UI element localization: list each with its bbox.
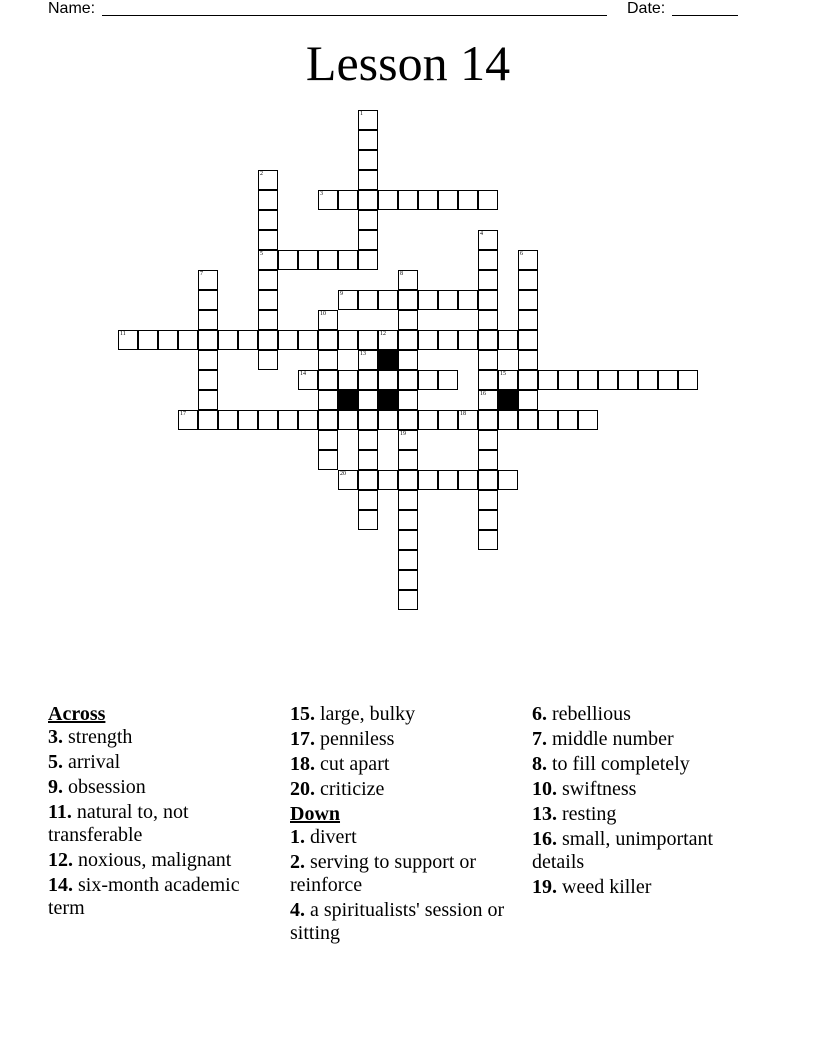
crossword-cell[interactable] <box>518 270 538 290</box>
crossword-cell[interactable] <box>338 370 358 390</box>
crossword-cell[interactable] <box>358 110 378 130</box>
crossword-cell[interactable] <box>438 290 458 310</box>
crossword-cell[interactable] <box>518 390 538 410</box>
crossword-cell[interactable] <box>478 350 498 370</box>
crossword-cell[interactable] <box>318 330 338 350</box>
crossword-cell[interactable] <box>498 470 518 490</box>
crossword-cell[interactable] <box>198 370 218 390</box>
crossword-cell[interactable] <box>398 490 418 510</box>
crossword-cell[interactable] <box>518 290 538 310</box>
crossword-cell[interactable] <box>438 370 458 390</box>
crossword-cell[interactable] <box>258 290 278 310</box>
crossword-cell[interactable] <box>398 390 418 410</box>
black-square <box>378 350 398 370</box>
crossword-cell[interactable] <box>298 410 318 430</box>
crossword-cell[interactable] <box>398 530 418 550</box>
crossword-cell[interactable] <box>438 330 458 350</box>
crossword-cell[interactable] <box>198 390 218 410</box>
crossword-cell[interactable] <box>298 370 318 390</box>
crossword-cell[interactable] <box>158 330 178 350</box>
crossword-cell[interactable] <box>518 330 538 350</box>
crossword-cell[interactable] <box>278 250 298 270</box>
crossword-cell[interactable] <box>378 410 398 430</box>
crossword-cell[interactable] <box>478 190 498 210</box>
crossword-cell[interactable] <box>218 330 238 350</box>
crossword-cell[interactable] <box>298 250 318 270</box>
crossword-cell[interactable] <box>198 290 218 310</box>
crossword-cell[interactable] <box>258 310 278 330</box>
crossword-cell[interactable] <box>438 470 458 490</box>
crossword-cell[interactable] <box>478 370 498 390</box>
crossword-cell[interactable] <box>438 190 458 210</box>
clue-number: 13 <box>360 351 366 357</box>
crossword-cell[interactable] <box>358 410 378 430</box>
clue-across-9: 9. obsession <box>48 776 146 798</box>
crossword-cell[interactable] <box>498 370 518 390</box>
crossword-cell[interactable] <box>398 550 418 570</box>
crossword-cell[interactable] <box>338 470 358 490</box>
crossword-cell[interactable] <box>338 410 358 430</box>
clue-down-8: 8. to fill completely <box>532 753 690 775</box>
black-square <box>378 390 398 410</box>
crossword-cell[interactable] <box>358 250 378 270</box>
crossword-cell[interactable] <box>518 250 538 270</box>
name-label: Name: <box>48 0 96 17</box>
crossword-cell[interactable] <box>398 310 418 330</box>
crossword-cell[interactable] <box>398 590 418 610</box>
clue-number: 14 <box>300 371 306 377</box>
crossword-cell[interactable] <box>478 430 498 450</box>
clue-number: 5 <box>260 251 263 257</box>
across-heading: Across <box>48 703 106 725</box>
crossword-cell[interactable] <box>258 350 278 370</box>
crossword-cell[interactable] <box>658 370 678 390</box>
clue-down-10: 10. swiftness <box>532 778 637 800</box>
crossword-cell[interactable] <box>318 390 338 410</box>
crossword-cell[interactable] <box>258 210 278 230</box>
clue-number: 16 <box>480 391 486 397</box>
crossword-cell[interactable] <box>358 170 378 190</box>
crossword-cell[interactable] <box>318 350 338 370</box>
clue-number: 4 <box>480 231 483 237</box>
crossword-cell[interactable] <box>498 330 518 350</box>
crossword-cell[interactable] <box>198 410 218 430</box>
crossword-cell[interactable] <box>258 410 278 430</box>
crossword-cell[interactable] <box>478 230 498 250</box>
clue-number: 9 <box>340 291 343 297</box>
clue-number: 7 <box>200 271 203 277</box>
clue-down-13: 13. resting <box>532 803 617 825</box>
crossword-cell[interactable] <box>458 330 478 350</box>
clue-across-12: 12. noxious, malignant <box>48 849 232 871</box>
crossword-cell[interactable] <box>178 410 198 430</box>
crossword-cell[interactable] <box>678 370 698 390</box>
crossword-cell[interactable] <box>358 470 378 490</box>
crossword-cell[interactable] <box>418 290 438 310</box>
crossword-cell[interactable] <box>478 510 498 530</box>
crossword-cell[interactable] <box>398 350 418 370</box>
crossword-cell[interactable] <box>478 290 498 310</box>
crossword-cell[interactable] <box>298 330 318 350</box>
crossword-cell[interactable] <box>578 410 598 430</box>
crossword-cell[interactable] <box>478 530 498 550</box>
crossword-cell[interactable] <box>118 330 138 350</box>
crossword-cell[interactable] <box>138 330 158 350</box>
crossword-cell[interactable] <box>638 370 658 390</box>
crossword-cell[interactable] <box>518 410 538 430</box>
clue-number: 18 <box>460 411 466 417</box>
crossword-cell[interactable] <box>198 350 218 370</box>
crossword-cell[interactable] <box>478 330 498 350</box>
crossword-cell[interactable] <box>338 290 358 310</box>
crossword-cell[interactable] <box>478 410 498 430</box>
crossword-cell[interactable] <box>358 210 378 230</box>
crossword-cell[interactable] <box>258 190 278 210</box>
crossword-cell[interactable] <box>518 350 538 370</box>
crossword-cell[interactable] <box>318 250 338 270</box>
crossword-cell[interactable] <box>618 370 638 390</box>
crossword-cell[interactable] <box>458 190 478 210</box>
crossword-cell[interactable] <box>418 330 438 350</box>
crossword-cell[interactable] <box>538 410 558 430</box>
clue-down-2: 2. serving to support or reinforce <box>290 851 477 896</box>
clue-down-16: 16. small, unimportant details <box>532 828 714 873</box>
crossword-cell[interactable] <box>358 430 378 450</box>
crossword-cell[interactable] <box>458 470 478 490</box>
crossword-cell[interactable] <box>358 370 378 390</box>
crossword-cell[interactable] <box>398 370 418 390</box>
crossword-cell[interactable] <box>478 390 498 410</box>
crossword-cell[interactable] <box>318 370 338 390</box>
crossword-cell[interactable] <box>418 190 438 210</box>
crossword-cell[interactable] <box>238 330 258 350</box>
clue-number: 6 <box>520 251 523 257</box>
clue-column-3 <box>532 703 757 901</box>
crossword-cell[interactable] <box>258 270 278 290</box>
crossword-cell[interactable] <box>358 490 378 510</box>
crossword-cell[interactable] <box>518 370 538 390</box>
clue-down-4: 4. a spiritualists' session or sitting <box>290 899 505 944</box>
crossword-cell[interactable] <box>338 330 358 350</box>
crossword-cell[interactable] <box>358 290 378 310</box>
clue-number: 3 <box>320 191 323 197</box>
crossword-cell[interactable] <box>398 410 418 430</box>
clue-number: 2 <box>260 171 263 177</box>
clue-number: 1 <box>360 111 363 117</box>
crossword-cell[interactable] <box>398 330 418 350</box>
crossword-cell[interactable] <box>398 190 418 210</box>
crossword-cell[interactable] <box>358 510 378 530</box>
clue-number: 20 <box>340 471 346 477</box>
clue-down-6: 6. rebellious <box>532 703 631 725</box>
crossword-cell[interactable] <box>418 470 438 490</box>
down-heading: Down <box>290 803 341 825</box>
crossword-cell[interactable] <box>478 450 498 470</box>
crossword-cell[interactable] <box>478 470 498 490</box>
crossword-cell[interactable] <box>338 190 358 210</box>
crossword-cell[interactable] <box>578 370 598 390</box>
crossword-cell[interactable] <box>458 290 478 310</box>
clue-across-5: 5. arrival <box>48 751 121 773</box>
clue-column-1 <box>48 703 273 922</box>
crossword-cell[interactable] <box>358 330 378 350</box>
crossword-cell[interactable] <box>318 410 338 430</box>
crossword-cell[interactable] <box>378 470 398 490</box>
crossword-cell[interactable] <box>358 450 378 470</box>
crossword-cell[interactable] <box>218 410 238 430</box>
crossword-cell[interactable] <box>358 130 378 150</box>
crossword-cell[interactable] <box>318 430 338 450</box>
crossword-cell[interactable] <box>258 170 278 190</box>
black-square <box>338 390 358 410</box>
crossword-cell[interactable] <box>198 330 218 350</box>
clue-number: 10 <box>320 311 326 317</box>
crossword-cell[interactable] <box>398 270 418 290</box>
crossword-cell[interactable] <box>258 330 278 350</box>
crossword-cell[interactable] <box>518 310 538 330</box>
crossword-cell[interactable] <box>398 510 418 530</box>
crossword-cell[interactable] <box>398 450 418 470</box>
crossword-cell[interactable] <box>198 310 218 330</box>
clue-across-15: 15. large, bulky <box>290 703 416 725</box>
date-label: Date: <box>627 0 666 17</box>
crossword-cell[interactable] <box>338 250 358 270</box>
clue-number: 11 <box>120 331 126 337</box>
crossword-cell[interactable] <box>478 310 498 330</box>
crossword-cell[interactable] <box>438 410 458 430</box>
crossword-cell[interactable] <box>478 250 498 270</box>
clue-down-1: 1. divert <box>290 826 357 848</box>
clue-column-2 <box>290 703 515 947</box>
crossword-cell[interactable] <box>598 370 618 390</box>
crossword-cell[interactable] <box>318 310 338 330</box>
crossword-cell[interactable] <box>478 490 498 510</box>
clue-across-18: 18. cut apart <box>290 753 390 775</box>
crossword-cell[interactable] <box>398 290 418 310</box>
crossword-cell[interactable] <box>558 410 578 430</box>
crossword-cell[interactable] <box>378 190 398 210</box>
crossword-cell[interactable] <box>398 570 418 590</box>
crossword-cell[interactable] <box>418 410 438 430</box>
clue-number: 8 <box>400 271 403 277</box>
crossword-cell[interactable] <box>398 470 418 490</box>
page-title: Lesson 14 <box>305 35 511 91</box>
crossword-cell[interactable] <box>278 330 298 350</box>
crossword-cell[interactable] <box>318 450 338 470</box>
clue-across-17: 17. penniless <box>290 728 395 750</box>
clue-across-14: 14. six-month academic term <box>48 874 240 919</box>
crossword-cell[interactable] <box>258 250 278 270</box>
crossword-cell[interactable] <box>378 370 398 390</box>
crossword-cell[interactable] <box>398 430 418 450</box>
crossword-cell[interactable] <box>358 350 378 370</box>
crossword-cell[interactable] <box>458 410 478 430</box>
crossword-cell[interactable] <box>538 370 558 390</box>
clue-across-11: 11. natural to, not transferable <box>48 801 189 846</box>
crossword-cell[interactable] <box>178 330 198 350</box>
black-square <box>498 390 518 410</box>
crossword-cell[interactable] <box>498 410 518 430</box>
clue-number: 12 <box>380 331 386 337</box>
clue-number: 19 <box>400 431 406 437</box>
crossword-cell[interactable] <box>258 230 278 250</box>
clue-down-7: 7. middle number <box>532 728 674 750</box>
crossword-cell[interactable] <box>558 370 578 390</box>
clue-down-19: 19. weed killer <box>532 876 652 898</box>
crossword-cell[interactable] <box>238 410 258 430</box>
crossword-cell[interactable] <box>358 150 378 170</box>
crossword-cell[interactable] <box>378 290 398 310</box>
crossword-cell[interactable] <box>358 190 378 210</box>
crossword-cell[interactable] <box>318 190 338 210</box>
crossword-cell[interactable] <box>278 410 298 430</box>
clue-number: 15 <box>500 371 506 377</box>
crossword-cell[interactable] <box>478 270 498 290</box>
crossword-cell[interactable] <box>358 390 378 410</box>
crossword-cell[interactable] <box>418 370 438 390</box>
clue-number: 17 <box>180 411 186 417</box>
clue-across-20: 20. criticize <box>290 778 385 800</box>
crossword-cell[interactable] <box>358 230 378 250</box>
crossword-cell[interactable] <box>378 330 398 350</box>
clue-across-3: 3. strength <box>48 726 133 748</box>
crossword-cell[interactable] <box>198 270 218 290</box>
